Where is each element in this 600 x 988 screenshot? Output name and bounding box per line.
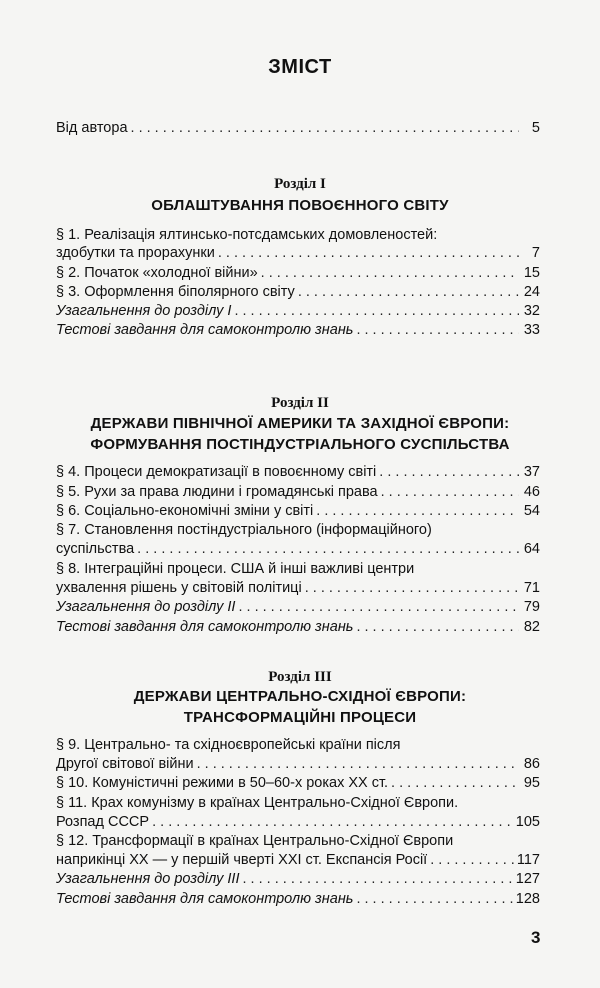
- toc-entry[interactable]: [56, 243, 540, 263]
- toc-entry-text: § 9. Центрально- та східноєвропейські країни після: [56, 737, 401, 753]
- dot-leader: [242, 869, 512, 889]
- toc-page-number: 37: [523, 464, 540, 480]
- toc-entry-text: суспільства: [56, 541, 135, 557]
- toc-entry-text: Узагальнення до розділу II: [56, 599, 236, 615]
- toc-entry[interactable]: [56, 462, 540, 482]
- toc-page-number: 86: [523, 756, 540, 772]
- dot-leader: [261, 263, 519, 283]
- toc-page-number: 64: [523, 541, 540, 557]
- toc-entry-text: ухвалення рішень у світовій політиці: [56, 580, 302, 596]
- toc-entry-tests[interactable]: [56, 320, 540, 340]
- dot-leader: [234, 301, 519, 321]
- page-number: 3: [531, 928, 541, 947]
- dot-leader: [356, 889, 512, 909]
- toc-entry-text: § 5. Рухи за права людини і громадянські права: [56, 484, 378, 500]
- toc-entry[interactable]: [56, 559, 540, 579]
- toc-entry[interactable]: [56, 793, 540, 813]
- toc-entry-intro[interactable]: [56, 118, 540, 138]
- dot-leader: [305, 578, 519, 598]
- dot-leader: [381, 482, 519, 502]
- toc-entry[interactable]: [56, 539, 540, 559]
- dot-leader: [430, 850, 514, 870]
- toc-entry[interactable]: [56, 282, 540, 302]
- toc-entry-text: Розпад СССР: [56, 814, 150, 830]
- toc-entry-tests[interactable]: [56, 617, 540, 637]
- toc-page-number: 82: [523, 619, 540, 635]
- toc-entry-text: § 4. Процеси демократизації в повоєнному світі: [56, 464, 377, 480]
- toc-page-number: 117: [516, 852, 540, 868]
- section-title-line: ФОРМУВАННЯ ПОСТІНДУСТРІАЛЬНОГО СУСПІЛЬСТВА: [90, 436, 510, 453]
- toc-entry[interactable]: [56, 225, 540, 245]
- dot-leader: [298, 282, 519, 302]
- section-title-line: ДЕРЖАВИ ЦЕНТРАЛЬНО-СХІДНОЇ ЄВРОПИ:: [133, 688, 467, 705]
- toc-entry[interactable]: [56, 850, 540, 870]
- toc-entry-text: Узагальнення до розділу I: [56, 303, 232, 319]
- toc-page-number: 24: [523, 284, 540, 300]
- toc-entry-summary[interactable]: [56, 301, 540, 321]
- toc-entry[interactable]: [56, 482, 540, 502]
- toc-entry[interactable]: [56, 501, 540, 521]
- toc-entry[interactable]: [56, 773, 540, 793]
- toc-page-number: 71: [523, 580, 540, 596]
- toc-entry-text: § 11. Крах комунізму в країнах Центрально-Східної Європи.: [56, 795, 459, 811]
- section-label: Розділ I: [274, 176, 326, 192]
- dot-leader: [379, 462, 519, 482]
- dot-leader: [218, 243, 519, 263]
- toc-entry-text: § 3. Оформлення біполярного світу: [56, 284, 295, 300]
- toc-entry-text: § 8. Інтеграційні процеси. США й інші важливі центри: [56, 561, 415, 577]
- toc-page-number: 32: [523, 303, 540, 319]
- toc-entry[interactable]: [56, 520, 540, 540]
- toc-page-number: 127: [515, 871, 540, 887]
- toc-entry-text: Тестові завдання для самоконтролю знань: [56, 619, 354, 635]
- toc-entry-text: наприкінці XX — у першій чверті XXI ст. Експансія Росії: [56, 852, 428, 868]
- section-label: Розділ III: [268, 669, 332, 685]
- toc-page-number: 5: [531, 120, 540, 136]
- toc-entry[interactable]: [56, 735, 540, 755]
- dot-leader: [197, 754, 519, 774]
- section-title-line: ОБЛАШТУВАННЯ ПОВОЄННОГО СВІТУ: [151, 197, 449, 214]
- toc-entry-text: Тестові завдання для самоконтролю знань: [56, 322, 354, 338]
- toc-entry-text: § 2. Початок «холодної війни»: [56, 265, 258, 281]
- section-title-line: ДЕРЖАВИ ПІВНІЧНОЇ АМЕРИКИ ТА ЗАХІДНОЇ ЄВРОПИ:: [90, 415, 510, 432]
- toc-page-number: 54: [523, 503, 540, 519]
- toc-entry[interactable]: [56, 578, 540, 598]
- toc-entry-text: здобутки та прорахунки: [56, 245, 215, 261]
- toc-entry-text: Від автора: [56, 120, 128, 136]
- toc-entry-text: § 6. Соціально-економічні зміни у світі: [56, 503, 314, 519]
- dot-leader: [356, 617, 519, 637]
- toc-entry-text: § 12. Трансформації в країнах Центрально-Східної Європи: [56, 833, 454, 849]
- toc-page-number: 33: [523, 322, 540, 338]
- toc-entry-text: Тестові завдання для самоконтролю знань: [56, 891, 354, 907]
- toc-page-number: 15: [523, 265, 540, 281]
- toc-entry-text: Узагальнення до розділу III: [56, 871, 240, 887]
- dot-leader: [391, 773, 519, 793]
- dot-leader: [316, 501, 519, 521]
- section-title-line: ТРАНСФОРМАЦІЙНІ ПРОЦЕСИ: [183, 709, 417, 726]
- toc-entry-text: Другої світової війни: [56, 756, 194, 772]
- dot-leader: [131, 118, 519, 138]
- page-title: ЗМІСТ: [268, 56, 332, 78]
- toc-page-number: 105: [515, 814, 540, 830]
- toc-entry-tests[interactable]: [56, 889, 540, 909]
- toc-page-number: 79: [523, 599, 540, 615]
- dot-leader: [238, 597, 519, 617]
- toc-entry[interactable]: [56, 812, 540, 832]
- toc-entry-text: § 1. Реалізація ялтинсько-потсдамських домовленостей:: [56, 227, 438, 243]
- toc-page-number: 128: [515, 891, 540, 907]
- toc-entry[interactable]: [56, 831, 540, 851]
- toc-page-number: 46: [523, 484, 540, 500]
- toc-entry[interactable]: [56, 754, 540, 774]
- toc-page-number: 95: [523, 775, 540, 791]
- toc-entry[interactable]: [56, 263, 540, 283]
- dot-leader: [137, 539, 519, 559]
- dot-leader: [152, 812, 513, 832]
- section-label: Розділ II: [271, 395, 329, 411]
- toc-entry-summary[interactable]: [56, 597, 540, 617]
- dot-leader: [356, 320, 519, 340]
- toc-entry-text: § 10. Комуністичні режими в 50–60-х роках XX ст.: [56, 775, 389, 791]
- toc-page-number: 7: [531, 245, 540, 261]
- toc-entry-summary[interactable]: [56, 869, 540, 889]
- toc-entry-text: § 7. Становлення постіндустріального (інформаційного): [56, 522, 432, 538]
